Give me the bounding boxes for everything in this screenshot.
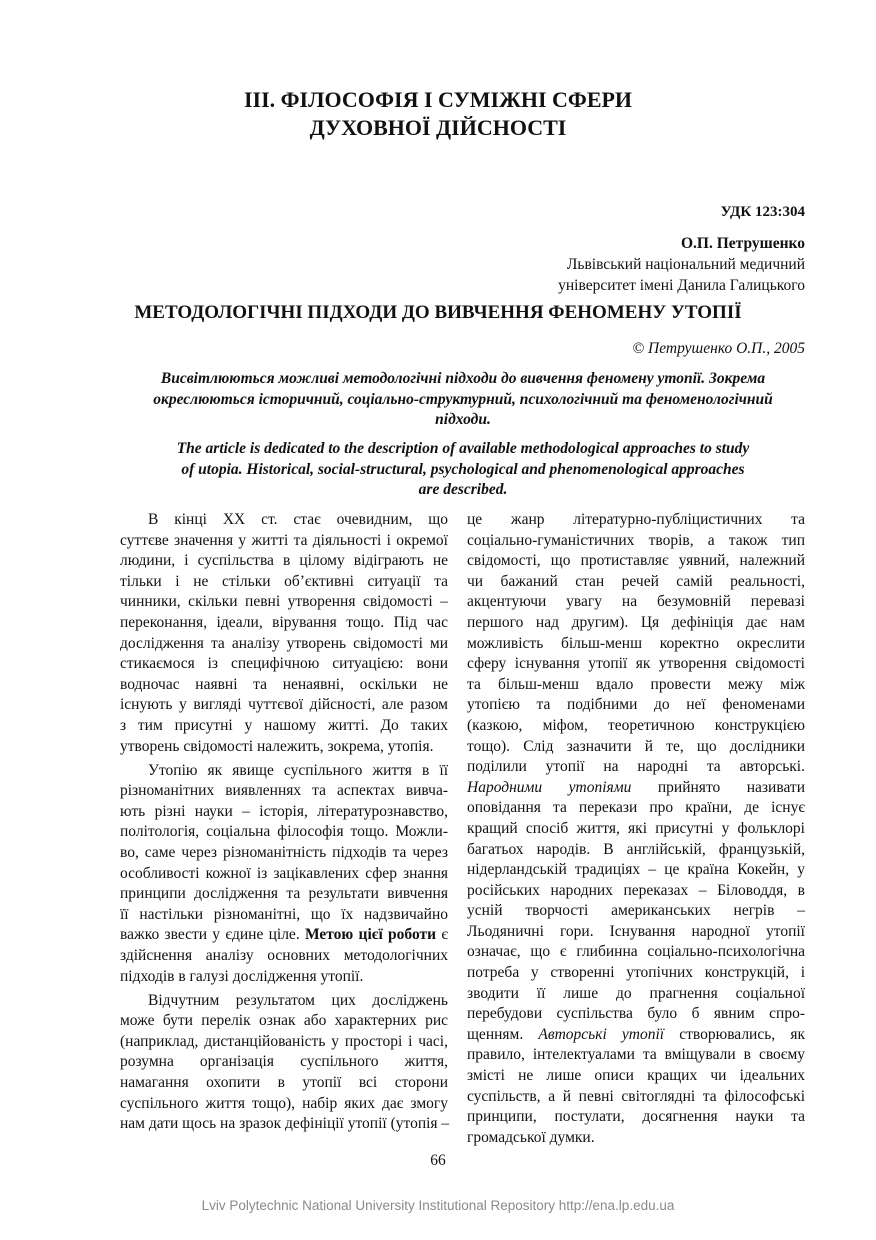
text-line: першого над другим). Ця дефініція дає нам [467, 613, 805, 631]
section-title-line: ІІІ. ФІЛОСОФІЯ І СУМІЖНІ СФЕРИ [243, 87, 633, 112]
text-line: особливості кожної із зацікавлених сфер знання [120, 864, 448, 882]
text-line: усній творчості американських негрів – [467, 902, 805, 920]
abstract-ukrainian [120, 369, 806, 431]
text-line: утопією та подібними до неї феноменами [467, 696, 805, 714]
text-line: во, саме через різноманітність підходів та через [120, 844, 448, 861]
text-line: Утопію як явище суспільного життя в її [148, 761, 448, 779]
text-line: може бути перелік ознак або характерних рис [120, 1012, 448, 1030]
text-line: суспільного життя тощо), набір яких дає змогу [120, 1094, 448, 1112]
text-line: тощо). Слід зазначити й те, що дослідники [467, 737, 805, 755]
text-line: потреба у створенні утопічних конструкцій, і [467, 964, 805, 982]
text-line: принципи, постулати, досягнення науки та [467, 1108, 805, 1126]
abstract-line: підходи. [435, 411, 491, 428]
text-line: утворень свідомості належить, зокрема, утопія. [120, 737, 434, 755]
paragraph [120, 510, 448, 757]
text-line: тільки і не стільки об’єктивні ситуації та [120, 572, 448, 590]
text-line: дослідження та аналізу утворень свідомості ми [120, 634, 448, 652]
text-line: водночас наявні та ненаявні, оскільки не [120, 675, 448, 693]
italic-text: Народними утопіями [467, 778, 632, 796]
text-line: громадської думки. [467, 1128, 595, 1146]
text-line: сферу існування утопії як утворення свідомості [467, 655, 805, 673]
text-line: існують у вигляді чуттєвої дійсності, але разом [120, 696, 448, 714]
text-line: правило, інтелектуалами та вміщували в своєму [467, 1046, 805, 1064]
paragraph [467, 510, 805, 1148]
body-column-right [467, 510, 805, 1152]
text-line: акцентуючи увагу на безумовній перевазі [467, 593, 805, 611]
abstract-line: Висвітлюються можливі методологічні підходи до вивчення феномену утопії. Зокрема [160, 370, 766, 387]
text-line: суспільств, а й певні світоглядні та філософські [467, 1087, 805, 1105]
text-line: нам дати щось на зразок дефініції утопії (утопія – [120, 1115, 450, 1133]
author-name: О.П. Петрушенко [680, 235, 805, 252]
body-column-left [120, 510, 448, 1138]
abstract-english [120, 439, 806, 501]
text-line: поділили утопії на народні та авторські. [467, 758, 805, 776]
text-line: це жанр літературно-публіцистичних та [467, 511, 805, 528]
abstract-line: of utopia. Historical, social-structural, psychological and phenomenological approaches [181, 460, 745, 478]
abstract-line: окреслюються історичний, соціально-структурний, психологічний та феноменологічний [153, 390, 773, 408]
text-line: та більш-менш вдало провести межу між [467, 675, 805, 693]
text-line [467, 778, 805, 799]
author-affiliation: університет імені Данила Галицького [558, 277, 805, 294]
text-segment: важко звести у єдине ціле. [120, 926, 305, 944]
section-title [0, 86, 876, 142]
text-line: можливість більш-менш коректно окреслити [467, 634, 805, 652]
text-line: Відчутним результатом цих досліджень [148, 991, 448, 1009]
text-line: намагання охопити в утопії всі сторони [120, 1074, 448, 1092]
copyright: © Петрушенко О.П., 2005 [632, 340, 805, 357]
text-line: людини, і суспільства в цілому відіграють не [120, 552, 448, 570]
text-line: Льодяничні гори. Існування народної утопії [467, 922, 805, 940]
text-segment: створювались, як [664, 1025, 805, 1043]
text-line: принципи дослідження та результати вивчення [120, 885, 448, 903]
text-line [467, 1025, 805, 1046]
paragraph [120, 761, 448, 988]
bold-text: Метою цієї роботи [304, 926, 437, 944]
text-line: зводити її лише до прагнення соціальної [467, 984, 805, 1002]
section-title-line: ДУХОВНОЇ ДІЙСНОСТІ [309, 115, 567, 140]
text-line: змісті не лише описи кращих чи ідеальних [467, 1067, 805, 1085]
text-line: соціально-гуманістичних творів, а також тип [467, 531, 805, 549]
text-segment: прийнято називати [631, 778, 806, 796]
text-line: здійснення аналізу основних методологічних [120, 946, 448, 964]
text-line: означає, що є глибинна соціально-психологічна [467, 943, 805, 961]
text-line: чи бажаний стан речей самій реальності, [467, 572, 805, 590]
text-line: (наприклад, дистанційованість у просторі і часі, [120, 1032, 448, 1050]
paragraph [120, 991, 448, 1135]
text-line: різноманітних виявленнях та аспектах вивча- [120, 782, 448, 800]
text-line: суттєве значення у житті та діяльності і окремої [120, 531, 448, 549]
text-line: російських народних переказах – Біловоддя, в [467, 881, 805, 899]
text-line: (казкою, міфом, теоретичною конструкцією [467, 716, 805, 734]
text-line: перебудови суспільства було б явним спро- [467, 1005, 805, 1023]
text-line: політологія, соціальна філософія тощо. Можли- [120, 823, 448, 841]
article-title: МЕТОДОЛОГІЧНІ ПІДХОДИ ДО ВИВЧЕННЯ ФЕНОМЕНУ УТОПІЇ [134, 302, 742, 323]
text-line: свідомості, що протиставляє уявний, належний [467, 552, 805, 570]
text-line: з тим присутні у нашому житті. До таких [120, 716, 448, 734]
author-block [558, 233, 805, 296]
text-line: кращий спосіб життя, які присутні у фольклорі [467, 819, 805, 837]
author-affiliation: Львівський національний медичний [566, 256, 805, 273]
udk-code: УДК 123:304 [720, 204, 805, 220]
text-line: оповідання та перекази про країни, де існує [467, 799, 805, 817]
abstract-line: are described. [418, 481, 508, 498]
text-line: В кінці ХХ ст. стає очевидним, що [148, 511, 448, 528]
text-line: її настільки різноманітні, що їх надзвичайно [120, 905, 448, 923]
text-line: ють різні науки – історія, літературознавство, [120, 802, 448, 820]
text-line: багатьох народів. В англійській, французькій, [467, 840, 805, 858]
text-segment: щенням. [467, 1025, 539, 1043]
text-segment: є [436, 926, 449, 944]
text-line: чинники, скільки певні утворення свідомості – [120, 593, 448, 611]
text-line: переконання, ідеали, вірування тощо. Під час [120, 613, 448, 631]
page-number: 66 [430, 1152, 446, 1169]
abstract-line: The article is dedicated to the description of available methodological approaches to study [176, 440, 750, 457]
text-line: нідерландській традиціях – це країна Кокейн, у [467, 861, 805, 879]
text-line: стикаємося із специфічною ситуацією: вони [120, 655, 448, 673]
text-line: розумна організація суспільного життя, [120, 1053, 448, 1071]
repository-footer: Lviv Polytechnic National University Institutional Repository http://ena.lp.edu.ua [201, 1198, 675, 1213]
italic-text: Авторські утопії [538, 1025, 665, 1043]
text-line: підходів в галузі дослідження утопії. [120, 967, 364, 985]
text-line [120, 925, 448, 946]
